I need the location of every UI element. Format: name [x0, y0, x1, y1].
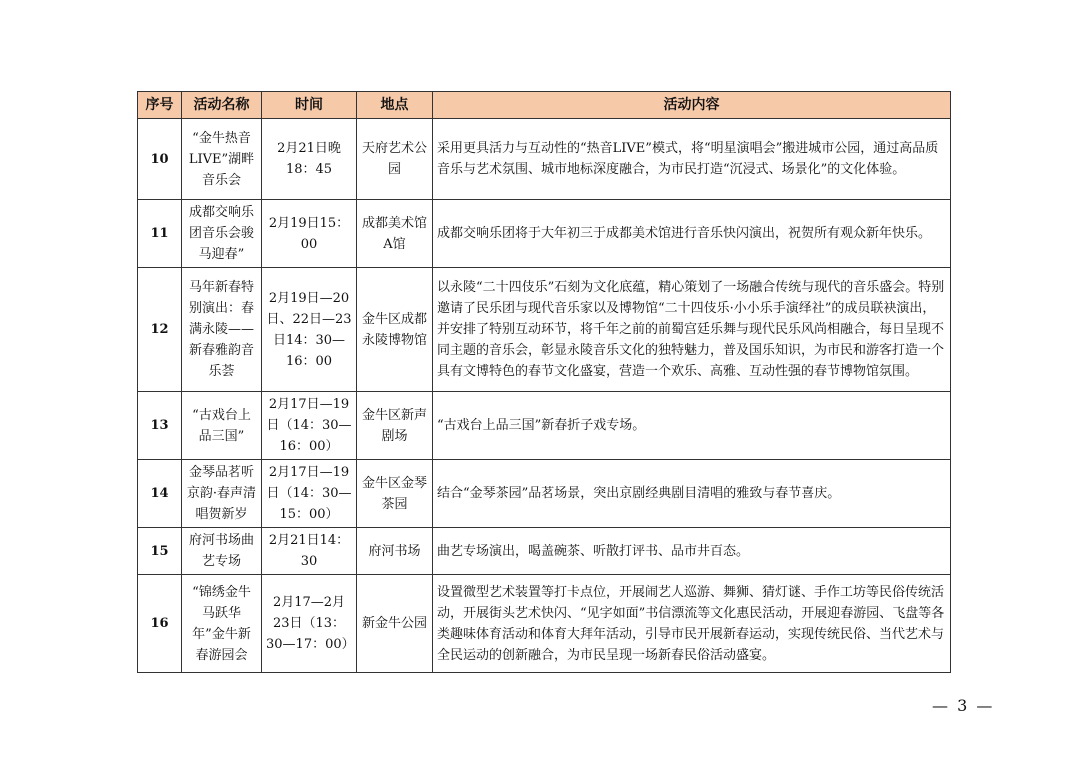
page-number: — 3 — [932, 696, 995, 715]
table-row [138, 268, 951, 392]
activity-name: 成都交响乐团音乐会骏马迎春” [182, 200, 262, 268]
activity-location: 府河书场 [357, 528, 433, 575]
activity-location: 金牛区金琴茶园 [357, 460, 433, 528]
activity-location: 成都美术馆A馆 [357, 200, 433, 268]
row-number: 12 [138, 268, 182, 392]
activity-time: 2月19日15：00 [262, 200, 357, 268]
header-location: 地点 [357, 92, 433, 119]
activity-content: 以永陵“二十四伎乐”石刻为文化底蕴，精心策划了一场融合传统与现代的音乐盛会。特别邀请了民乐团与现代音乐家以及博物馆“二十四伎乐·小小乐手演绎社”的成员联袂演出，并安排了特别互动环节，将千年之前的前蜀宫廷乐舞与现代民乐风尚相融合，每日呈现不同主题的音乐会，彰显永陵音乐文化的独特魅力，普及国乐知识，为市民和游客打造一个具有文博特色的春节文化盛宴，营造一个欢乐、高雅、互动性强的春节博物馆氛围。 [433, 268, 951, 392]
activity-time: 2月17—2月23日（13：30—17：00） [262, 575, 357, 673]
row-number: 11 [138, 200, 182, 268]
activity-content: 设置微型艺术装置等打卡点位，开展闹艺人巡游、舞狮、猜灯谜、手作工坊等民俗传统活动，开展街头艺术快闪、“见字如面”书信漂流等文化惠民活动，开展迎春游园、飞盘等各类趣味体育活动和体育大拜年活动，引导市民开展新春运动，实现传统民俗、当代艺术与全民运动的创新融合，为市民呈现一场新春民俗活动盛宴。 [433, 575, 951, 673]
activity-content: 曲艺专场演出，喝盖碗茶、听散打评书、品市井百态。 [433, 528, 951, 575]
activity-time: 2月17日—19日（14：30—16：00） [262, 392, 357, 460]
activity-location: 新金牛公园 [357, 575, 433, 673]
events-table [137, 91, 951, 673]
activity-name: 马年新春特别演出：春满永陵——新春雅韵音乐荟 [182, 268, 262, 392]
activity-time: 2月19日—20日、22日—23日14：30—16：00 [262, 268, 357, 392]
header-activity-name: 活动名称 [182, 92, 262, 119]
table-row [138, 119, 951, 200]
table-row [138, 392, 951, 460]
activity-time: 2月21日14：30 [262, 528, 357, 575]
header-activity-content: 活动内容 [433, 92, 951, 119]
header-serial-number: 序号 [138, 92, 182, 119]
row-number: 15 [138, 528, 182, 575]
row-number: 14 [138, 460, 182, 528]
table-header-row [138, 92, 951, 119]
table-row [138, 460, 951, 528]
activity-location: 天府艺术公园 [357, 119, 433, 200]
activity-name: 府河书场曲艺专场 [182, 528, 262, 575]
activity-name: “锦绣金牛马跃华年”金牛新春游园会 [182, 575, 262, 673]
row-number: 16 [138, 575, 182, 673]
activity-name: “金牛热音LIVE”湖畔音乐会 [182, 119, 262, 200]
activity-time: 2月21日晚18：45 [262, 119, 357, 200]
activity-content: 成都交响乐团将于大年初三于成都美术馆进行音乐快闪演出，祝贺所有观众新年快乐。 [433, 200, 951, 268]
row-number: 13 [138, 392, 182, 460]
activity-content: 结合“金琴茶园”品茗场景，突出京剧经典剧目清唱的雅致与春节喜庆。 [433, 460, 951, 528]
activity-content: “古戏台上品三国”新春折子戏专场。 [433, 392, 951, 460]
table-row [138, 528, 951, 575]
activity-name: 金琴品茗听京韵·春声清唱贺新岁 [182, 460, 262, 528]
table-row [138, 575, 951, 673]
activity-location: 金牛区成都永陵博物馆 [357, 268, 433, 392]
row-number: 10 [138, 119, 182, 200]
activity-time: 2月17日—19日（14：30—15：00） [262, 460, 357, 528]
activity-location: 金牛区新声剧场 [357, 392, 433, 460]
activity-name: “古戏台上品三国” [182, 392, 262, 460]
activity-content: 采用更具活力与互动性的“热音LIVE”模式，将“明星演唱会”搬进城市公园，通过高品质音乐与艺术氛围、城市地标深度融合，为市民打造“沉浸式、场景化”的文化体验。 [433, 119, 951, 200]
table-row [138, 200, 951, 268]
header-time: 时间 [262, 92, 357, 119]
